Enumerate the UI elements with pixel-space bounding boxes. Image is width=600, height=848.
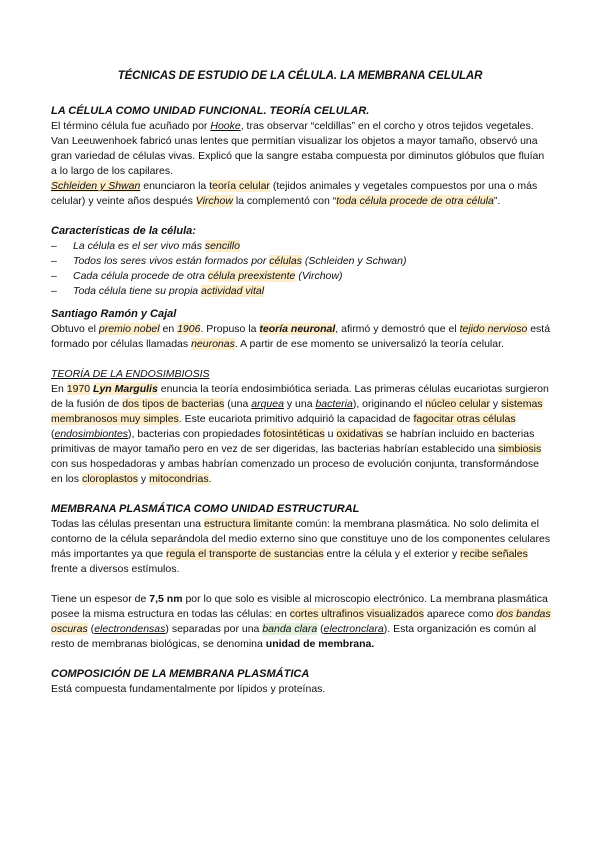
paragraph-composicion: Está compuesta fundamentalmente por lípidos y proteínas. <box>51 683 326 695</box>
heading-composicion: COMPOSICIÓN DE LA MEMBRANA PLASMÁTICA <box>51 668 310 680</box>
paragraph-endosimbiosis: En 1970 Lyn Margulis enuncia la teoría endosimbiótica seriada. Las primeras células eucariotas surgieron de la fusión de dos tipos de bacterias (una arquea y una bacteria), originando el núcleo celular y sistemas membranosos muy simples. Este eucariota primitivo adquirió la capacidad de fagocitar otras células (endosimbiontes), bacterias con propiedades fotosintéticas u oxidativas se habrían incluido en bacterias primitivas de mayor tamaño pero en vez de ser digeridas, las bacterias habrían establecido una simbiosis con sus hospedadoras y ambas habrían comenzado un proceso de evolución conjunta, transformándose en los cloroplastos y mitocondrias. <box>51 383 549 485</box>
term-schleiden-shwan: Schleiden y Shwan <box>51 180 141 192</box>
document-body <box>51 104 551 697</box>
list-item: – Toda célula tiene su propia actividad vital <box>51 285 265 297</box>
list-caracteristicas <box>51 239 551 299</box>
heading-ramon-y-cajal: Santiago Ramón y Cajal <box>51 308 177 320</box>
term-hooke: Hooke <box>210 120 241 132</box>
term-teoria-celular: teoría celular <box>209 180 270 192</box>
document-title: TÉCNICAS DE ESTUDIO DE LA CÉLULA. LA MEMBRANA CELULAR <box>117 70 483 82</box>
term-virchow: Virchow <box>195 195 233 207</box>
paragraph-membrana-funcion: Todas las células presentan una estructura limitante común: la membrana plasmática. No solo delimita el contorno de la célula separándola del medio externo sino que constituye uno de los componentes celulares más importantes ya que regula el transporte de sustancias entre la célula y el exterior y recibe señales frente a diversos estímulos. <box>51 518 551 575</box>
heading-endosimbiosis: TEORÍA DE LA ENDOSIMBIOSIS <box>51 368 210 380</box>
paragraph-ramon-y-cajal: Obtuvo el premio nobel en 1906. Propuso la teoría neuronal, afirmó y demostró que el tejido nervioso está formado por células llamadas neuronas. A partir de ese momento se universalizó la teoría celular. <box>51 323 551 350</box>
quote-toda-celula: toda célula procede de otra célula <box>336 195 494 207</box>
heading-teoria-celular: LA CÉLULA COMO UNIDAD FUNCIONAL. TEORÍA CELULAR. <box>51 105 370 117</box>
list-item: – La célula es el ser vivo más sencillo <box>51 240 240 252</box>
paragraph-origen-celula: El término célula fue acuñado por Hooke, tras observar “celdillas” en el corcho y otros tejidos vegetales. Van Leeuwenhoek fabricó unas lentes que permitían visualizar los objetos a mayor tamaño, observó una gran variedad de células vivas. Explicó que la sangre estaba compuesta por diminutos glóbulos que fluían a lo largo de los capilares. <box>51 120 545 177</box>
paragraph-teoria-celular: Schleiden y Shwan enunciaron la teoría celular (tejidos animales y vegetales compuestos por una o más celular) y veinte años después Virchow la complementó con “toda célula procede de otra célula”. <box>51 180 538 207</box>
list-item: – Todos los seres vivos están formados por células (Schleiden y Schwan) <box>51 255 407 267</box>
list-item: – Cada célula procede de otra célula preexistente (Virchow) <box>51 270 343 282</box>
heading-membrana-plasmatica: MEMBRANA PLASMÁTICA COMO UNIDAD ESTRUCTURAL <box>51 503 360 515</box>
heading-caracteristicas: Características de la célula: <box>51 225 196 237</box>
paragraph-membrana-estructura: Tiene un espesor de 7,5 nm por lo que solo es visible al microscopio electrónico. La membrana plasmática posee la misma estructura en todas las células: en cortes ultrafinos visualizados aparece como dos bandas oscuras (electrondensas) separadas por una banda clara (electronclara). Esta organización es común al resto de membranas biológicas, se denomina unidad de membrana. <box>51 593 551 650</box>
